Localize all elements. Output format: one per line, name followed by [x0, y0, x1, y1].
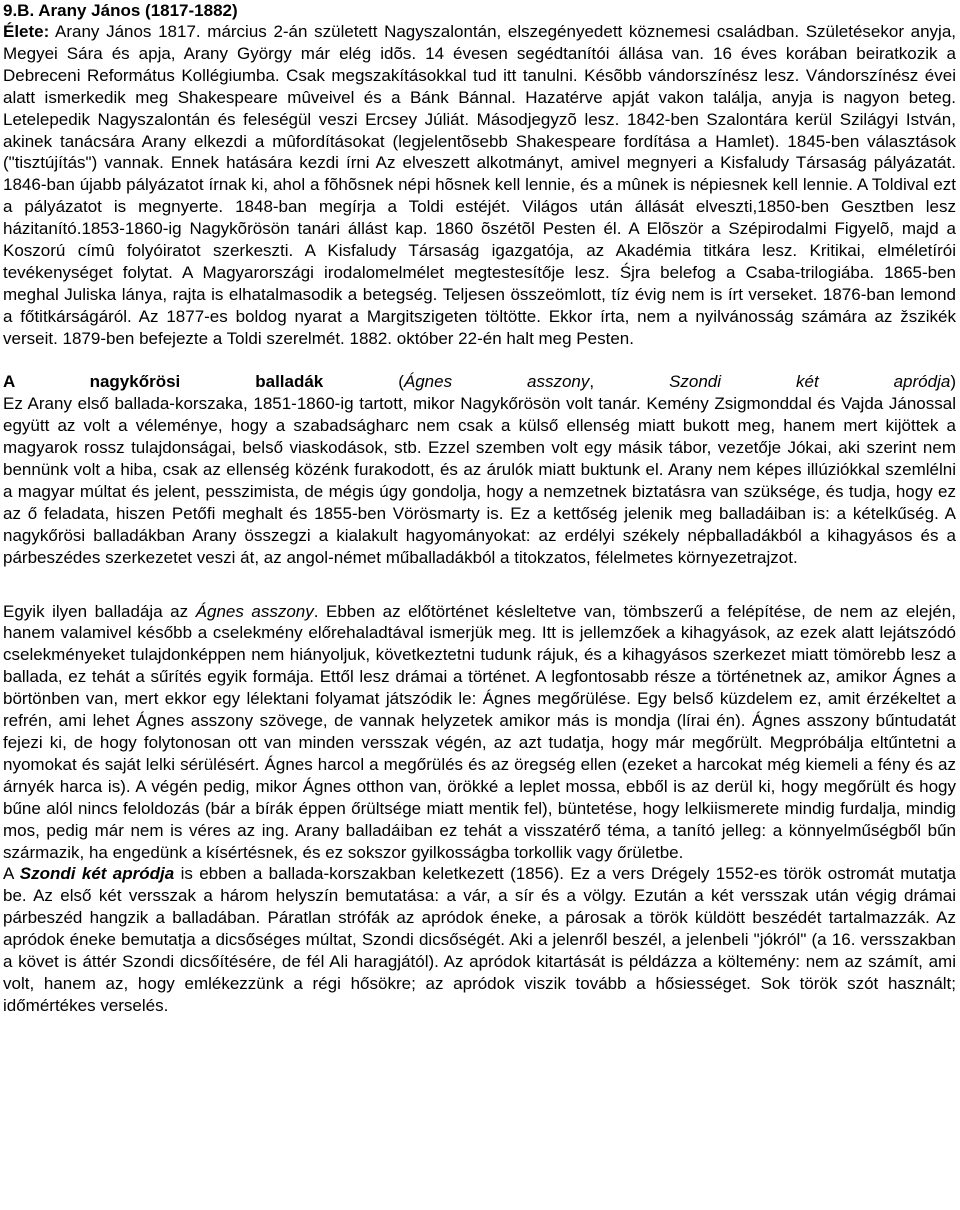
szondi-title: Szondi két apródja [19, 864, 175, 884]
work-title-agnes: Ágnes asszony [403, 372, 590, 392]
paragraph-gap [3, 350, 956, 372]
work-title-szondi: Szondi két apródja [669, 372, 951, 392]
paragraph-gap [3, 591, 956, 601]
biography-paragraph [3, 21, 956, 350]
section-title: 9.B. Arany János (1817-1882) [3, 1, 238, 20]
ballads-heading-title: A nagykőrösi balladák [3, 372, 324, 392]
ballads-paragraph: Ez Arany első ballada-korszaka, 1851-1860-ig tartott, mikor Nagykőrösön volt tanár. Kemény Zsigmonddal és Vajda Jánossal együtt az volt a véleménye, hogy a szabadságharc nem csak a külső ellenség miatt bukott meg, hanem mert kijöttek a magyarok rossz tulajdonságai, belső viaskodások, stb. Ezzel szemben volt egy másik tábor, vezetője Jókai, aki szerint nem bennünk volt a hiba, csak az ellenség közénk furakodott, és az árulók miatt buktunk el. Arany nem képes illúziókkal szemlélni a magyar múltat és jelent, pesszimista, de mégis úgy gondolja, hogy a nemzetnek biztatásra van szüksége, és tudja, hogy ez az ő feladata, hiszen Petőfi meghalt és 1855-ben Vörösmarty is. Ez a kettőség jelenik meg balladáiban is: a kételkűség. A nagykőrösi balladákban Arany összegzi a kialakult hagyományokat: az erdélyi székely népballadákból a kihagyásos és a párbeszédes szerkezetet veszi át, az angol-német műballadákból a titokzatos, félelmetes környezetrajzot. [3, 394, 956, 567]
ballads-heading: A nagykőrösi balladák (Ágnes asszony, Szondi két apródja) [3, 372, 956, 392]
paragraph-gap [3, 569, 956, 591]
agnes-title: Ágnes asszony [195, 601, 314, 621]
bio-label: Élete: [3, 22, 50, 41]
agnes-paragraph: Egyik ilyen balladája az Ágnes asszony. Ebben az előtörténet késleltetve van, tömbszerű a felépítése, de nem az elején, hanem valamivel később a cselekmény előrehaladtával ismerjük meg. Itt is jellemzőek a kihagyások, az ezek alatt lejátszódó cselekményeket tulajdonképpen nem hiányoljuk, következtetni tudunk rájuk, és a kihagyásos szerkezet miatt tömörebb lesz a ballada, ez tehát a sűrítés egyik formája. Ettől lesz drámai a történet. A legfontosabb része a történetnek az, amikor Ágnes a börtönben van, mert ekkor egy lélektani folyamat játszódik le: Ágnes megőrülése. Egy belső küzdelem ez, amit érzékeltet a refrén, ami lehet Ágnes asszony szövege, de vannak helyzetek amikor más is mondja (lírai én). Ágnes asszony bűntudatát fejezi ki, de hogy folytonosan ott van minden versszak végén, az azt tudatja, hogy már megőrült. Megpróbálja eltűntetni a nyomokat és saját lelki sérülésért. Ágnes harcol a megőrülés és az öregség ellen (ezeket a harcokat még kiemeli a fény és az árnyék harca is). A végén pedig, mikor Ágnes otthon van, örökké a leplet mossa, ebből is az derül ki, hogy megőrült és hogy bűne alól nincs feloldozás (bár a bírák éppen őrültsége miatt mentik fel), büntetése, hogy lelkiismerete mindig furdalja, mindig mos, pedig már nem is véres az ing. Arany balladáiban ez tehát a visszatérő téma, a tanító jelleg: a könnyelműségből bűn származik, ha engedünk a kísértésnek, és ez sokszor gyilkosságba torkollik vagy őrületbe. A Szondi két apródja is ebben a ballada-korszakban keletkezett (1856). Ez a vers Drégely 1552-es török ostromát mutatja be. Az első két versszak a három helyszín bemutatása: a vár, a sír és a völgy. Ezután a két versszak után végig drámai párbeszéd hangzik a balladában. Páratlan strófák az apródok éneke, a párosak a török küldött beszédét tartalmazzák. Az apródok éneke bemutatja a dicsőséges múltat, Szondi dicsőségét. Aki a jelenről beszél, a jelenbeli "jókról" (a 16. versszakban a követ is áttér Szondi dicsőítésére, de fél Ali haragjától). Az apródok kitartását is példázza a költemény: nem az számít, ami volt, hanem az, hogy emlékezzünk a régi hősökre; az apródok viszik tovább a hősiességet. Sok török szót használt; időmértékes verselés. [3, 601, 956, 1015]
bio-text: Arany János 1817. március 2-án született Nagyszalontán, elszegényedett köznemesi családban. Születésekor anyja, Megyei Sára és apja, Arany György már elég idõs. 14 évesen segédtanítói állása van. 16 éves korában beiratkozik a Debreceni Református Kollégiumba. Csak megszakításokkal tud itt tanulni. Késõbb vándorszínész lesz. Vándorszínész évei alatt ismerkedik meg Shakespeare mûveivel és a Bánk Bánnal. Hazatérve apját vakon találja, anyja is nagyon beteg. Letelepedik Nagyszalontán és feleségül veszi Ercsey Júliát. Másodjegyzõ lesz. 1842-ben Szalontára kerül Szilágyi István, akinek tanácsára Arany elkezdi a mûfordításokat (legjelentõsebb Shakespeare fordítása a Hamlet). 1845-ben választások ("tisztújítás") vannak. Ennek hatására kezdi írni Az elveszett alkotmányt, amivel megnyeri a Kisfaludy Társaság pályázatát. 1846-ban újabb pályázatot írnak ki, ahol a fõhõsnek népi hõsnek kell lennie, és a mûnek is népiesnek kell lennie. A Toldival ezt a pályázatot is megnyerte. 1848-ban megírja a Toldi estéjét. Világos után állását elveszti,1850-ben Gesztben lesz házitanító.1853-1860-ig Nagykõrösön tanári állást kap. 1860 õszétõl Pesten él. A Elõször a Szépirodalmi Figyelõ, majd a Koszorú címû folyóiratot szerkeszti. A Kisfaludy Társaság igazgatója, az Akadémia titkára lesz. Kritikai, elméletírói tevékenységet folytat. A Magyarországi irodalomelmélet megtestesítője lesz. Śjra belefog a Csaba-trilogiába. 1865-ben meghal Juliska lánya, rajta is elhatalmasodik a betegség. Teljesen összeömlott, tíz évig nem is írt verseket. 1876-ban lemond a főtitkárságáról. Az 1877-es boldog nyarat a Margitszigeten töltötte. Ekkor írta, nem a nyilvánosság számára az žszikék verseit. 1879-ben befejezte a Toldi szerelmét. 1882. október 22-én halt meg Pesten. [3, 22, 956, 348]
